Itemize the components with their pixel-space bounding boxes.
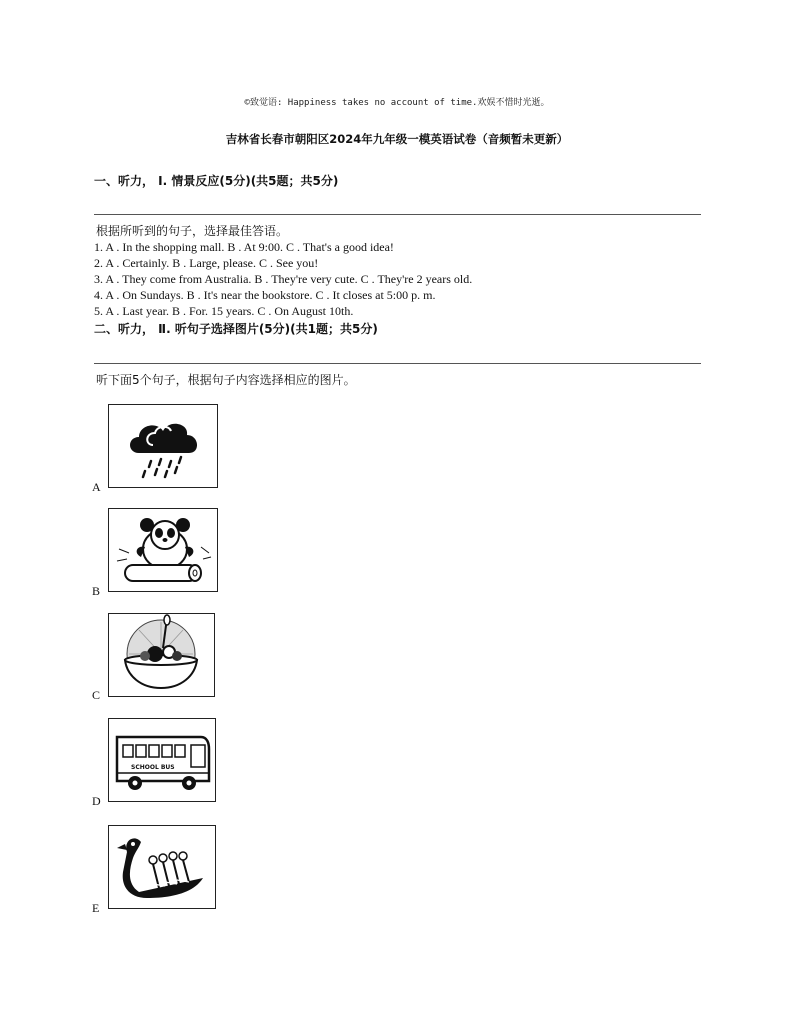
panda-icon — [109, 509, 217, 591]
bus-label: SCHOOL BUS — [131, 764, 175, 771]
option-letter-a: A — [92, 480, 101, 494]
dragon-boat-icon — [109, 826, 215, 908]
question-5: 5. A . Last year. B . For. 15 years. C . On August 10th. — [94, 304, 354, 318]
option-letter-d: D — [92, 794, 101, 808]
rain-cloud-icon — [109, 405, 217, 487]
question-3: 3. A . They come from Australia. B . They're very cute. C . They're 2 years old. — [94, 272, 473, 286]
option-letter-b: B — [92, 584, 101, 598]
section1-divider — [94, 214, 701, 215]
picture-d — [108, 718, 216, 802]
school-bus-icon — [109, 719, 215, 801]
picture-a — [108, 404, 218, 488]
section2-instruction: 听下面5个句子，根据句子内容选择相应的图片。 — [96, 373, 356, 387]
exam-title: 吉林省长春市朝阳区2024年九年级一模英语试卷（音频暂未更新） — [225, 132, 569, 146]
picture-b — [108, 508, 218, 592]
option-letter-c: C — [92, 688, 101, 702]
section2-divider — [94, 363, 701, 364]
option-letter-e: E — [92, 901, 100, 915]
question-1: 1. A . In the shopping mall. B . At 9:00. C . That's a good idea! — [94, 240, 394, 254]
question-4: 4. A . On Sundays. B . It's near the bookstore. C . It closes at 5:00 p. m. — [94, 288, 436, 302]
motto-line: ©致觉语: Happiness takes no account of time.欢娱不惜时光逝。 — [244, 98, 550, 108]
section2-heading: 二、听力， Ⅱ. 听句子选择图片(5分)(共1题；共5分) — [94, 322, 378, 336]
question-2: 2. A . Certainly. B . Large, please. C . See you! — [94, 256, 319, 270]
salad-bowl-icon — [109, 614, 214, 696]
picture-e — [108, 825, 216, 909]
picture-c — [108, 613, 215, 697]
section1-heading: 一、听力， Ⅰ. 情景反应(5分)(共5题；共5分) — [94, 174, 339, 188]
section1-instruction: 根据所听到的句子，选择最佳答语。 — [96, 224, 289, 238]
